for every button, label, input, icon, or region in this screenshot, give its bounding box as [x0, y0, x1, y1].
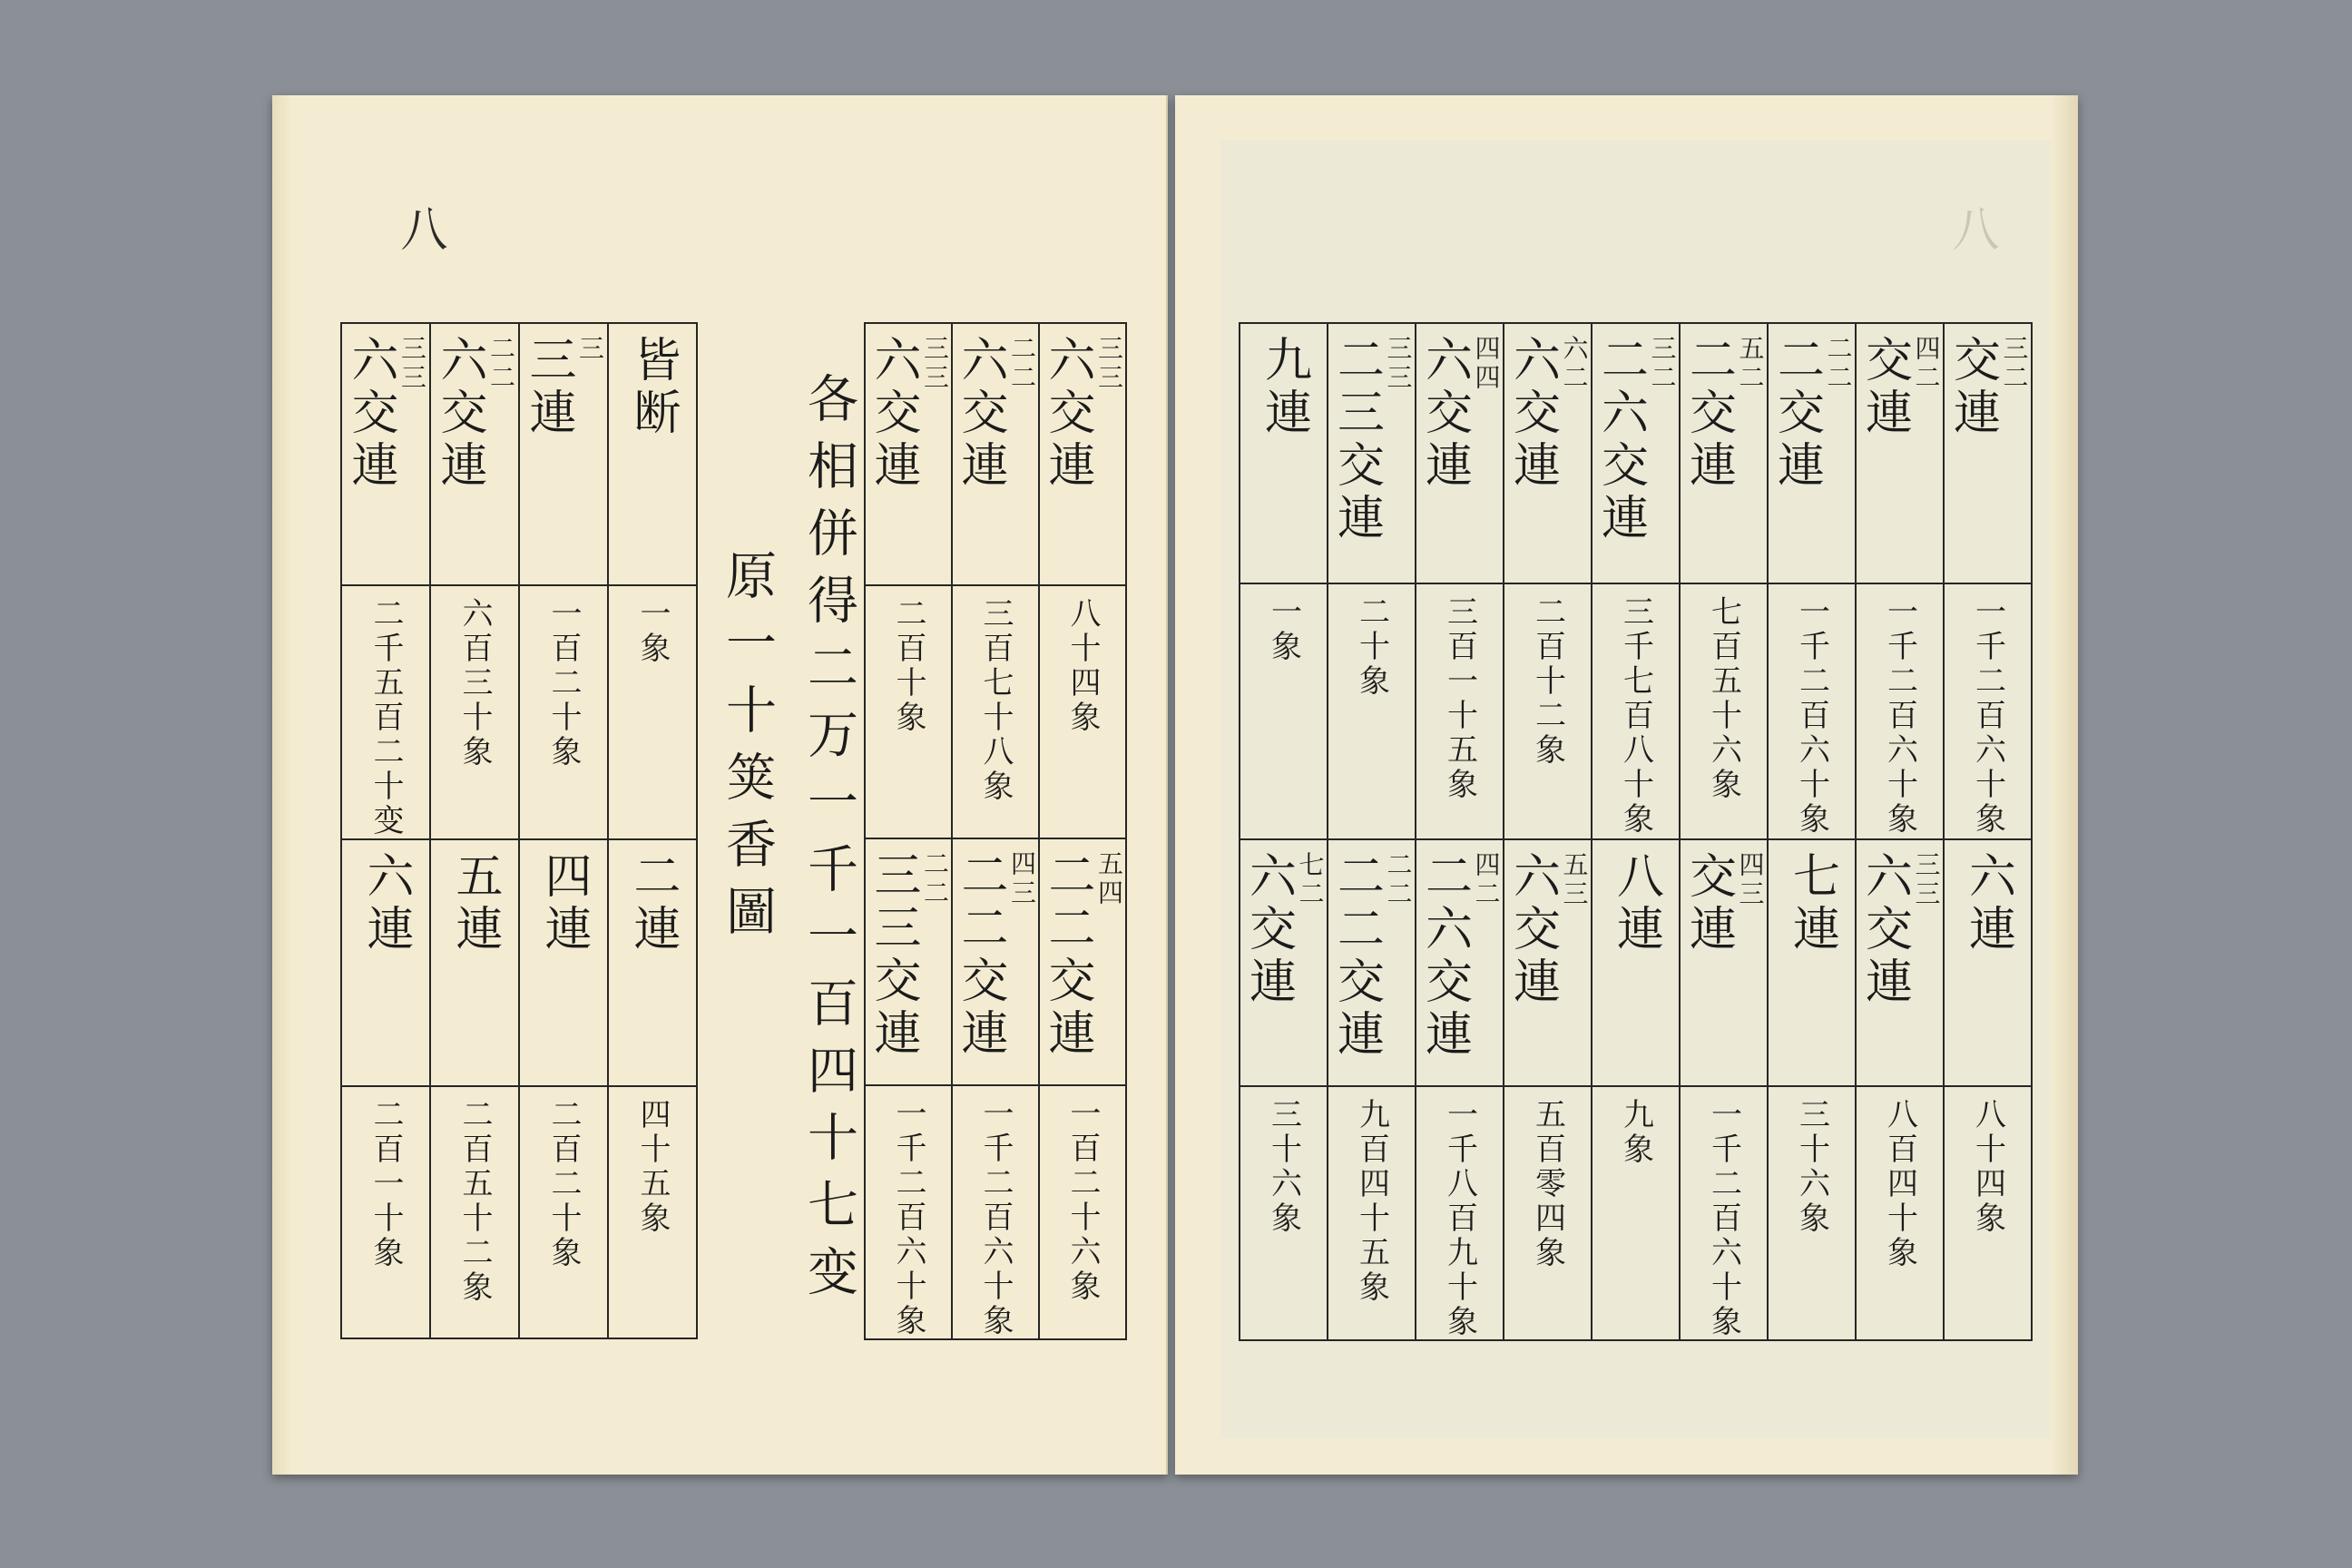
- table-cell: [1504, 323, 1592, 583]
- cell-content: [1328, 584, 1415, 838]
- table-cell: [341, 323, 430, 585]
- cell-content: [1769, 324, 1855, 583]
- table-cell: [430, 323, 519, 585]
- table-cell: [1768, 583, 1856, 839]
- cell-superscript: 二二: [1007, 335, 1037, 393]
- cell-count: 九百四十五象: [1353, 1098, 1390, 1305]
- table-cell: [1240, 323, 1328, 583]
- cell-content: [1857, 840, 1943, 1085]
- cell-label: 六交連: [1040, 335, 1094, 493]
- table-right: [1239, 322, 2033, 1341]
- table-cell: [952, 323, 1039, 585]
- cell-count: 一千二百六十象: [1793, 595, 1830, 837]
- table-cell: [1328, 583, 1416, 839]
- cell-count: 一千二百六十象: [890, 1097, 926, 1338]
- cell-content: [431, 586, 518, 838]
- table-cell: [608, 839, 697, 1086]
- cell-count: 二百二十象: [545, 1098, 582, 1270]
- table-cell: [341, 839, 430, 1086]
- cell-count: 二百十二象: [1529, 595, 1566, 768]
- cell-content: [1681, 840, 1767, 1085]
- cell-label: 六交連: [1857, 851, 1912, 1009]
- title-line-1: 原一十䇲香圖: [718, 549, 777, 952]
- cell-superscript: 五二: [1735, 335, 1766, 393]
- table-cell: [1504, 839, 1592, 1086]
- cell-count: 八百四十象: [1881, 1098, 1918, 1270]
- cell-content: [1240, 324, 1327, 583]
- cell-superscript: 三三: [920, 335, 950, 393]
- table-cell: [1504, 1086, 1592, 1340]
- cell-superscript: 四二: [1471, 851, 1502, 909]
- table-row: [865, 323, 1126, 585]
- cell-content: [520, 324, 607, 584]
- table-cell: [1856, 583, 1944, 839]
- table-cell: [430, 1086, 519, 1338]
- cell-content: [1945, 840, 2031, 1085]
- cell-label: 六連: [358, 851, 413, 956]
- table-cell: [1328, 323, 1416, 583]
- table-row: [865, 585, 1126, 838]
- cell-content: [1592, 584, 1679, 838]
- table-cell: [519, 323, 608, 585]
- cell-content: [1857, 584, 1943, 838]
- table-row: [341, 585, 697, 839]
- cell-count: 二百十象: [890, 597, 926, 735]
- cell-content: [953, 324, 1038, 584]
- cell-label: 六交連: [1240, 851, 1296, 1009]
- cell-content: [342, 1087, 429, 1338]
- table-cell: [1592, 583, 1680, 839]
- cell-content: [1681, 584, 1767, 838]
- cell-content: [1769, 840, 1855, 1085]
- table-cell: [865, 585, 952, 838]
- table-cell: [1592, 839, 1680, 1086]
- table-cell: [1768, 1086, 1856, 1340]
- cell-content: [1857, 1087, 1943, 1339]
- table-cell: [519, 1086, 608, 1338]
- table-row: [1240, 1086, 2032, 1340]
- cell-content: [1504, 324, 1591, 583]
- cell-content: [1416, 324, 1503, 583]
- table-cell: [1944, 583, 2032, 839]
- table-cell: [1039, 1085, 1126, 1339]
- table-cell: [952, 838, 1039, 1085]
- table-row: [341, 1086, 697, 1338]
- cell-content: [1857, 324, 1943, 583]
- cell-superscript: 五四: [1094, 850, 1124, 908]
- cell-label: 八連: [1608, 851, 1663, 956]
- cell-label: 七連: [1784, 851, 1839, 956]
- table-cell: [1592, 1086, 1680, 1340]
- cell-content: [520, 840, 607, 1085]
- cell-count: 八十四象: [1064, 597, 1101, 735]
- cell-content: [1040, 839, 1125, 1084]
- table-cell: [519, 585, 608, 839]
- cell-label: 交連: [1681, 851, 1736, 956]
- cell-content: [866, 839, 951, 1084]
- table-cell: [1944, 1086, 2032, 1340]
- cell-count: 二十象: [1353, 595, 1390, 699]
- table-cell: [1680, 583, 1768, 839]
- cell-count: 三十六象: [1793, 1098, 1830, 1236]
- table-cell: [952, 1085, 1039, 1339]
- cell-count: 一千八百九十象: [1441, 1098, 1478, 1339]
- cell-count: 六百三十象: [456, 597, 493, 769]
- cell-count: 一千二百六十象: [1705, 1098, 1742, 1339]
- cell-content: [609, 1087, 696, 1338]
- cell-label: 六交連: [1504, 335, 1560, 493]
- table-left-a: [340, 322, 698, 1339]
- cell-content: [1040, 324, 1125, 584]
- table-cell: [430, 585, 519, 839]
- cell-content: [953, 586, 1038, 838]
- cell-label: 二連: [625, 851, 680, 956]
- table-cell: [1039, 323, 1126, 585]
- table-cell: [1680, 839, 1768, 1086]
- cell-label: 二三交連: [1328, 335, 1384, 545]
- table-row: [1240, 839, 2032, 1086]
- cell-superscript: 二二: [920, 850, 950, 908]
- table-cell: [1856, 323, 1944, 583]
- table-cell: [608, 1086, 697, 1338]
- cell-content: [866, 324, 951, 584]
- table-row: [865, 1085, 1126, 1339]
- table-cell: [1328, 1086, 1416, 1340]
- table-cell: [952, 585, 1039, 838]
- table-cell: [1856, 1086, 1944, 1340]
- cell-content: [1592, 840, 1679, 1085]
- cell-count: 一象: [634, 597, 671, 666]
- cell-count: 一百二十象: [545, 597, 582, 769]
- cell-content: [431, 324, 518, 584]
- cell-superscript: 三: [575, 335, 605, 364]
- cell-label: 六交連: [866, 335, 920, 493]
- cell-label: 二六交連: [1592, 335, 1648, 545]
- cell-content: [1240, 584, 1327, 838]
- table-row: [865, 838, 1126, 1085]
- cell-content: [1769, 584, 1855, 838]
- table-cell: [1039, 838, 1126, 1085]
- cell-superscript: 四二: [1911, 335, 1942, 393]
- cell-label: 皆断: [625, 335, 680, 440]
- cell-label: 二二交連: [1040, 850, 1094, 1061]
- cell-superscript: 二二: [1383, 851, 1414, 909]
- cell-label: 二六交連: [1416, 851, 1472, 1062]
- cell-count: 九象: [1617, 1098, 1654, 1167]
- cell-superscript: 三三: [1383, 335, 1414, 393]
- cell-content: [609, 586, 696, 838]
- cell-label: 六交連: [343, 335, 397, 493]
- cell-content: [953, 1086, 1038, 1338]
- table-cell: [1680, 323, 1768, 583]
- cell-content: [1328, 324, 1415, 583]
- cell-superscript: 六二: [1559, 335, 1590, 393]
- cell-content: [431, 1087, 518, 1338]
- cell-superscript: 四四: [1471, 335, 1502, 393]
- cell-label: 交連: [1857, 335, 1912, 440]
- cell-label: 六交連: [953, 335, 1007, 493]
- cell-content: [431, 840, 518, 1085]
- cell-content: [1504, 840, 1591, 1085]
- cell-superscript: 三二: [1999, 335, 2030, 393]
- cell-content: [1504, 1087, 1591, 1339]
- cell-count: 二百一十象: [368, 1098, 404, 1270]
- page-mark: 八: [392, 204, 446, 251]
- open-book: [272, 95, 2078, 1475]
- cell-superscript: 二二: [1823, 335, 1854, 393]
- cell-count: 一百二十六象: [1064, 1097, 1101, 1304]
- cell-label: 三三交連: [866, 850, 920, 1061]
- cell-count: 七百五十六象: [1705, 595, 1742, 802]
- cell-content: [1040, 586, 1125, 838]
- cell-content: [520, 1087, 607, 1338]
- page-mark: 八: [1944, 204, 1998, 251]
- table-cell: [1039, 585, 1126, 838]
- cell-count: 三百七十八象: [977, 597, 1014, 804]
- cell-superscript: 四三: [1007, 850, 1037, 908]
- cell-superscript: 三二: [1647, 335, 1678, 393]
- cell-count: 一千二百六十象: [977, 1097, 1014, 1338]
- cell-count: 三十六象: [1265, 1098, 1302, 1236]
- table-cell: [1416, 323, 1504, 583]
- cell-superscript: 七二: [1295, 851, 1326, 909]
- cell-content: [953, 839, 1038, 1084]
- cell-label: 九連: [1256, 335, 1311, 440]
- cell-content: [520, 586, 607, 838]
- table-cell: [1416, 583, 1504, 839]
- table-cell: [1944, 323, 2032, 583]
- table-cell: [1592, 323, 1680, 583]
- cell-content: [866, 586, 951, 838]
- cell-content: [1592, 1087, 1679, 1339]
- cell-count: 一象: [1265, 595, 1302, 664]
- table-cell: [341, 1086, 430, 1338]
- title-line-2: 各相併得二万一千一百四十七变: [799, 372, 858, 1312]
- cell-content: [1416, 840, 1503, 1085]
- cell-label: 二二交連: [953, 850, 1007, 1061]
- cell-count: 一千二百六十象: [1881, 595, 1918, 837]
- table-row: [1240, 323, 2032, 583]
- table-cell: [865, 1085, 952, 1339]
- cell-content: [1681, 1087, 1767, 1339]
- cell-label: 二二交連: [1328, 851, 1384, 1062]
- cell-label: 三連: [521, 335, 575, 440]
- cell-content: [609, 324, 696, 584]
- cell-content: [1416, 584, 1503, 838]
- cell-label: 五連: [447, 851, 502, 956]
- cell-content: [1945, 584, 2031, 838]
- cell-content: [342, 840, 429, 1085]
- table-cell: [1856, 839, 1944, 1086]
- cell-content: [1240, 840, 1327, 1085]
- cell-count: 二千五百二十变: [368, 597, 404, 838]
- table-cell: [865, 323, 952, 585]
- table-cell: [608, 323, 697, 585]
- cell-label: 六連: [1960, 851, 2015, 956]
- cell-count: 五百零四象: [1529, 1098, 1566, 1270]
- cell-content: [1040, 1086, 1125, 1338]
- cell-content: [1681, 324, 1767, 583]
- table-cell: [430, 839, 519, 1086]
- cell-content: [1240, 1087, 1327, 1339]
- table-cell: [608, 585, 697, 839]
- cell-superscript: 五三: [1559, 851, 1590, 909]
- table-cell: [1504, 583, 1592, 839]
- cell-content: [1504, 584, 1591, 838]
- table-cell: [1240, 1086, 1328, 1340]
- cell-count: 二百五十二象: [456, 1098, 493, 1305]
- table-cell: [1416, 839, 1504, 1086]
- table-cell: [1328, 839, 1416, 1086]
- cell-superscript: 四三: [1735, 851, 1766, 909]
- table-cell: [1680, 1086, 1768, 1340]
- table-row: [1240, 583, 2032, 839]
- cell-content: [1592, 324, 1679, 583]
- cell-content: [1416, 1087, 1503, 1339]
- cell-label: 二交連: [1681, 335, 1736, 493]
- table-cell: [519, 839, 608, 1086]
- cell-content: [1328, 840, 1415, 1085]
- cell-label: 交連: [1945, 335, 2000, 440]
- cell-content: [342, 324, 429, 584]
- table-cell: [1240, 583, 1328, 839]
- cell-superscript: 三三: [1094, 335, 1124, 393]
- table-cell: [1416, 1086, 1504, 1340]
- cell-content: [1328, 1087, 1415, 1339]
- cell-content: [342, 586, 429, 838]
- cell-superscript: 二二: [486, 335, 516, 393]
- cell-content: [1945, 324, 2031, 583]
- cell-count: 三百一十五象: [1441, 595, 1478, 802]
- table-left-b: [864, 322, 1127, 1340]
- cell-label: 四連: [536, 851, 591, 956]
- table-cell: [341, 585, 430, 839]
- cell-superscript: 三三: [1911, 851, 1942, 909]
- cell-label: 六交連: [1416, 335, 1472, 493]
- cell-count: 八十四象: [1969, 1098, 2006, 1236]
- right-page: [1175, 95, 2078, 1475]
- cell-label: 六交連: [432, 335, 486, 493]
- cell-content: [1769, 1087, 1855, 1339]
- cell-content: [609, 840, 696, 1085]
- cell-superscript: 三三: [397, 335, 427, 393]
- table-cell: [1768, 839, 1856, 1086]
- table-cell: [1768, 323, 1856, 583]
- left-page: [272, 95, 1168, 1475]
- table-cell: [1944, 839, 2032, 1086]
- cell-count: 一千二百六十象: [1969, 595, 2006, 837]
- cell-content: [866, 1086, 951, 1338]
- table-cell: [1240, 839, 1328, 1086]
- cell-count: 三千七百八十象: [1617, 595, 1654, 837]
- cell-content: [1945, 1087, 2031, 1339]
- table-row: [341, 839, 697, 1086]
- cell-label: 二交連: [1769, 335, 1824, 493]
- cell-label: 六交連: [1504, 851, 1560, 1009]
- cell-count: 四十五象: [634, 1098, 671, 1236]
- table-cell: [865, 838, 952, 1085]
- table-row: [341, 323, 697, 585]
